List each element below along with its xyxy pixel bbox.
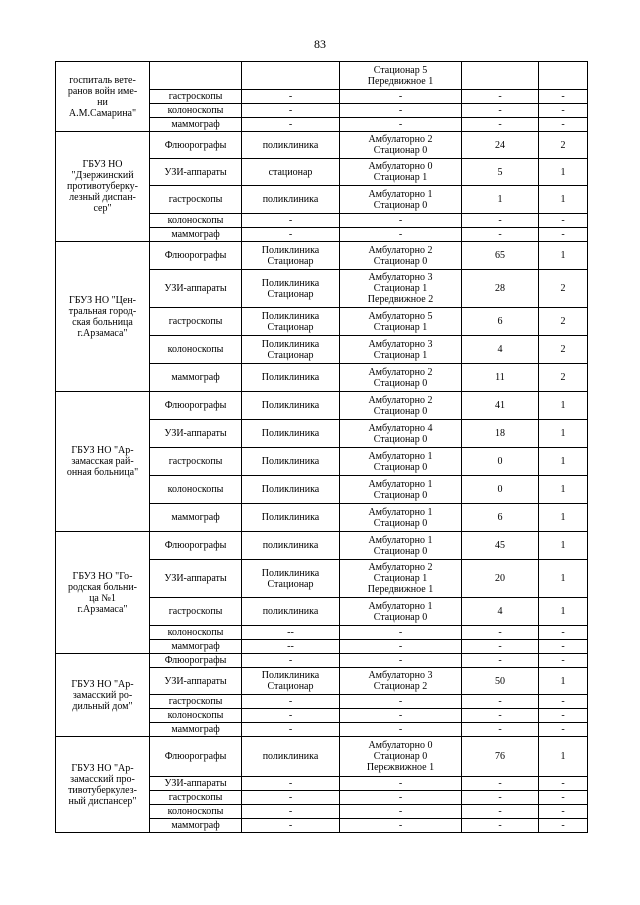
count-cell: - bbox=[462, 723, 539, 737]
shifts-cell: - bbox=[539, 709, 588, 723]
shifts-cell: 1 bbox=[539, 159, 588, 186]
mode-cell: - bbox=[340, 90, 462, 104]
count-cell: 24 bbox=[462, 132, 539, 159]
mode-cell: Амбулаторно 5 Стационар 1 bbox=[340, 308, 462, 336]
mode-cell: Амбулаторно 0 Стационар 1 bbox=[340, 159, 462, 186]
location-cell: - bbox=[242, 819, 340, 833]
shifts-cell: - bbox=[539, 626, 588, 640]
location-cell: Поликлиника bbox=[242, 504, 340, 532]
equipment-cell: маммограф bbox=[150, 504, 242, 532]
equipment-table bbox=[55, 61, 588, 833]
count-cell: 4 bbox=[462, 336, 539, 364]
count-cell: 5 bbox=[462, 159, 539, 186]
location-cell: - bbox=[242, 118, 340, 132]
shifts-cell: 1 bbox=[539, 598, 588, 626]
mode-cell: - bbox=[340, 104, 462, 118]
shifts-cell: 1 bbox=[539, 186, 588, 214]
location-cell bbox=[242, 62, 340, 90]
shifts-cell: - bbox=[539, 777, 588, 791]
location-cell: Поликлиника Стационар bbox=[242, 560, 340, 598]
organization-cell: ГБУЗ НО "Ар- замасская рай- онная больница" bbox=[56, 392, 150, 532]
equipment-cell: УЗИ-аппараты bbox=[150, 270, 242, 308]
equipment-cell: УЗИ-аппараты bbox=[150, 668, 242, 695]
location-cell: Поликлиника Стационар bbox=[242, 242, 340, 270]
mode-cell: Амбулаторно 3 Стационар 1 Передвижное 2 bbox=[340, 270, 462, 308]
location-cell: - bbox=[242, 104, 340, 118]
count-cell: - bbox=[462, 118, 539, 132]
shifts-cell: - bbox=[539, 214, 588, 228]
location-cell: - bbox=[242, 90, 340, 104]
equipment-cell: УЗИ-аппараты bbox=[150, 560, 242, 598]
shifts-cell: 1 bbox=[539, 420, 588, 448]
mode-cell: Амбулаторно 1 Стационар 0 bbox=[340, 448, 462, 476]
location-cell: -- bbox=[242, 626, 340, 640]
count-cell: - bbox=[462, 819, 539, 833]
location-cell: - bbox=[242, 777, 340, 791]
mode-cell: Амбулаторно 1 Стационар 0 bbox=[340, 532, 462, 560]
organization-cell: ГБУЗ НО "Ар- замасский про- тивотуберкулез- ный диспансер" bbox=[56, 737, 150, 833]
shifts-cell: 1 bbox=[539, 504, 588, 532]
count-cell: 18 bbox=[462, 420, 539, 448]
equipment-cell: гастроскопы bbox=[150, 695, 242, 709]
organization-cell: ГБУЗ НО "Дзержинский противотуберку- лезный диспан- сер" bbox=[56, 132, 150, 242]
count-cell: - bbox=[462, 805, 539, 819]
equipment-cell: колоноскопы bbox=[150, 476, 242, 504]
count-cell: 11 bbox=[462, 364, 539, 392]
shifts-cell: - bbox=[539, 90, 588, 104]
mode-cell: - bbox=[340, 214, 462, 228]
count-cell: - bbox=[462, 777, 539, 791]
equipment-cell: маммограф bbox=[150, 723, 242, 737]
equipment-cell: гастроскопы bbox=[150, 448, 242, 476]
equipment-cell: колоноскопы bbox=[150, 336, 242, 364]
location-cell: - bbox=[242, 214, 340, 228]
table-row bbox=[56, 532, 588, 560]
count-cell: 1 bbox=[462, 186, 539, 214]
location-cell: - bbox=[242, 228, 340, 242]
count-cell: - bbox=[462, 791, 539, 805]
shifts-cell: 1 bbox=[539, 448, 588, 476]
location-cell: поликлиника bbox=[242, 532, 340, 560]
organization-cell: ГБУЗ НО "Го- родская больни- ца №1 г.Арзамаса" bbox=[56, 532, 150, 654]
mode-cell: - bbox=[340, 640, 462, 654]
shifts-cell: - bbox=[539, 640, 588, 654]
mode-cell: Амбулаторно 0 Стационар 0 Перєжвижное 1 bbox=[340, 737, 462, 777]
shifts-cell: 1 bbox=[539, 392, 588, 420]
location-cell: Поликлиника Стационар bbox=[242, 270, 340, 308]
mode-cell: Амбулаторно 3 Стационар 1 bbox=[340, 336, 462, 364]
equipment-cell: колоноскопы bbox=[150, 626, 242, 640]
equipment-cell: маммограф bbox=[150, 640, 242, 654]
mode-cell: - bbox=[340, 118, 462, 132]
count-cell: - bbox=[462, 90, 539, 104]
shifts-cell: - bbox=[539, 104, 588, 118]
equipment-cell: УЗИ-аппараты bbox=[150, 159, 242, 186]
mode-cell: Амбулаторно 2 Стационар 0 bbox=[340, 242, 462, 270]
equipment-cell: УЗИ-аппараты bbox=[150, 420, 242, 448]
organization-cell: госпиталь вете- ранов войн име- ни А.М.Самарина" bbox=[56, 62, 150, 132]
count-cell: 65 bbox=[462, 242, 539, 270]
location-cell: поликлиника bbox=[242, 186, 340, 214]
mode-cell: Амбулаторно 2 Стационар 0 bbox=[340, 392, 462, 420]
mode-cell: - bbox=[340, 626, 462, 640]
equipment-cell: УЗИ-аппараты bbox=[150, 777, 242, 791]
mode-cell: - bbox=[340, 723, 462, 737]
count-cell: 28 bbox=[462, 270, 539, 308]
shifts-cell: 1 bbox=[539, 560, 588, 598]
shifts-cell: 1 bbox=[539, 242, 588, 270]
equipment-cell: маммограф bbox=[150, 819, 242, 833]
table-row bbox=[56, 132, 588, 159]
table-row bbox=[56, 392, 588, 420]
mode-cell: - bbox=[340, 777, 462, 791]
shifts-cell: 2 bbox=[539, 270, 588, 308]
location-cell: поликлиника bbox=[242, 737, 340, 777]
table-row bbox=[56, 62, 588, 90]
equipment-cell: гастроскопы bbox=[150, 598, 242, 626]
shifts-cell: - bbox=[539, 805, 588, 819]
mode-cell: Амбулаторно 2 Стационар 0 bbox=[340, 364, 462, 392]
mode-cell: Стационар 5 Передвижное 1 bbox=[340, 62, 462, 90]
mode-cell: Амбулаторно 4 Стационар 0 bbox=[340, 420, 462, 448]
mode-cell: - bbox=[340, 709, 462, 723]
equipment-cell: маммограф bbox=[150, 364, 242, 392]
count-cell: - bbox=[462, 709, 539, 723]
location-cell: Поликлиника Стационар bbox=[242, 336, 340, 364]
count-cell: 0 bbox=[462, 476, 539, 504]
location-cell: - bbox=[242, 791, 340, 805]
shifts-cell: - bbox=[539, 819, 588, 833]
equipment-cell: маммограф bbox=[150, 118, 242, 132]
shifts-cell: 2 bbox=[539, 364, 588, 392]
count-cell: 41 bbox=[462, 392, 539, 420]
count-cell: 76 bbox=[462, 737, 539, 777]
shifts-cell: 2 bbox=[539, 336, 588, 364]
mode-cell: - bbox=[340, 791, 462, 805]
shifts-cell bbox=[539, 62, 588, 90]
equipment-cell: колоноскопы bbox=[150, 805, 242, 819]
shifts-cell: - bbox=[539, 118, 588, 132]
location-cell: Поликлиника bbox=[242, 448, 340, 476]
table-row bbox=[56, 654, 588, 668]
count-cell: 4 bbox=[462, 598, 539, 626]
location-cell: Поликлиника Стационар bbox=[242, 668, 340, 695]
mode-cell: - bbox=[340, 654, 462, 668]
count-cell: 6 bbox=[462, 504, 539, 532]
mode-cell: Амбулаторно 1 Стационар 0 bbox=[340, 598, 462, 626]
equipment-cell: Флюорографы bbox=[150, 737, 242, 777]
location-cell: поликлиника bbox=[242, 598, 340, 626]
mode-cell: Амбулаторно 2 Стационар 1 Передвижное 1 bbox=[340, 560, 462, 598]
equipment-cell: Флюорографы bbox=[150, 532, 242, 560]
mode-cell: Амбулаторно 1 Стационар 0 bbox=[340, 476, 462, 504]
equipment-cell: колоноскопы bbox=[150, 709, 242, 723]
equipment-cell: Флюорографы bbox=[150, 392, 242, 420]
location-cell: Поликлиника bbox=[242, 476, 340, 504]
location-cell: - bbox=[242, 654, 340, 668]
location-cell: - bbox=[242, 709, 340, 723]
organization-cell: ГБУЗ НО "Цен- тральная город- ская больница г.Арзамаса" bbox=[56, 242, 150, 392]
location-cell: Поликлиника bbox=[242, 420, 340, 448]
equipment-cell: колоноскопы bbox=[150, 104, 242, 118]
count-cell: 0 bbox=[462, 448, 539, 476]
equipment-cell: Флюорографы bbox=[150, 654, 242, 668]
table-row bbox=[56, 242, 588, 270]
mode-cell: Амбулаторно 1 Стационар 0 bbox=[340, 504, 462, 532]
location-cell: Поликлиника Стационар bbox=[242, 308, 340, 336]
mode-cell: - bbox=[340, 695, 462, 709]
location-cell: -- bbox=[242, 640, 340, 654]
organization-cell: ГБУЗ НО "Ар- замасский ро- дильный дом" bbox=[56, 654, 150, 737]
equipment-cell: гастроскопы bbox=[150, 308, 242, 336]
location-cell: Поликлиника bbox=[242, 364, 340, 392]
count-cell: - bbox=[462, 104, 539, 118]
shifts-cell: - bbox=[539, 228, 588, 242]
count-cell bbox=[462, 62, 539, 90]
shifts-cell: - bbox=[539, 723, 588, 737]
equipment-cell: колоноскопы bbox=[150, 214, 242, 228]
mode-cell: Амбулаторно 3 Стационар 2 bbox=[340, 668, 462, 695]
location-cell: - bbox=[242, 695, 340, 709]
equipment-cell: гастроскопы bbox=[150, 90, 242, 104]
page-number: 83 bbox=[314, 37, 326, 51]
mode-cell: Амбулаторно 2 Стационар 0 bbox=[340, 132, 462, 159]
count-cell: - bbox=[462, 640, 539, 654]
count-cell: - bbox=[462, 695, 539, 709]
location-cell: Поликлиника bbox=[242, 392, 340, 420]
equipment-cell: Флюорографы bbox=[150, 132, 242, 159]
shifts-cell: 1 bbox=[539, 532, 588, 560]
equipment-cell: Флюорографы bbox=[150, 242, 242, 270]
location-cell: - bbox=[242, 805, 340, 819]
location-cell: - bbox=[242, 723, 340, 737]
equipment-cell: гастроскопы bbox=[150, 791, 242, 805]
count-cell: 20 bbox=[462, 560, 539, 598]
table-row bbox=[56, 737, 588, 777]
count-cell: - bbox=[462, 626, 539, 640]
shifts-cell: - bbox=[539, 791, 588, 805]
shifts-cell: 1 bbox=[539, 668, 588, 695]
shifts-cell: 2 bbox=[539, 308, 588, 336]
count-cell: - bbox=[462, 214, 539, 228]
shifts-cell: 2 bbox=[539, 132, 588, 159]
mode-cell: Амбулаторно 1 Стационар 0 bbox=[340, 186, 462, 214]
equipment-cell: гастроскопы bbox=[150, 186, 242, 214]
mode-cell: - bbox=[340, 228, 462, 242]
mode-cell: - bbox=[340, 805, 462, 819]
shifts-cell: - bbox=[539, 654, 588, 668]
shifts-cell: 1 bbox=[539, 737, 588, 777]
shifts-cell: - bbox=[539, 695, 588, 709]
shifts-cell: 1 bbox=[539, 476, 588, 504]
equipment-cell: маммограф bbox=[150, 228, 242, 242]
count-cell: 50 bbox=[462, 668, 539, 695]
mode-cell: - bbox=[340, 819, 462, 833]
count-cell: 6 bbox=[462, 308, 539, 336]
equipment-cell bbox=[150, 62, 242, 90]
location-cell: стационар bbox=[242, 159, 340, 186]
count-cell: - bbox=[462, 228, 539, 242]
count-cell: 45 bbox=[462, 532, 539, 560]
count-cell: - bbox=[462, 654, 539, 668]
location-cell: поликлиника bbox=[242, 132, 340, 159]
